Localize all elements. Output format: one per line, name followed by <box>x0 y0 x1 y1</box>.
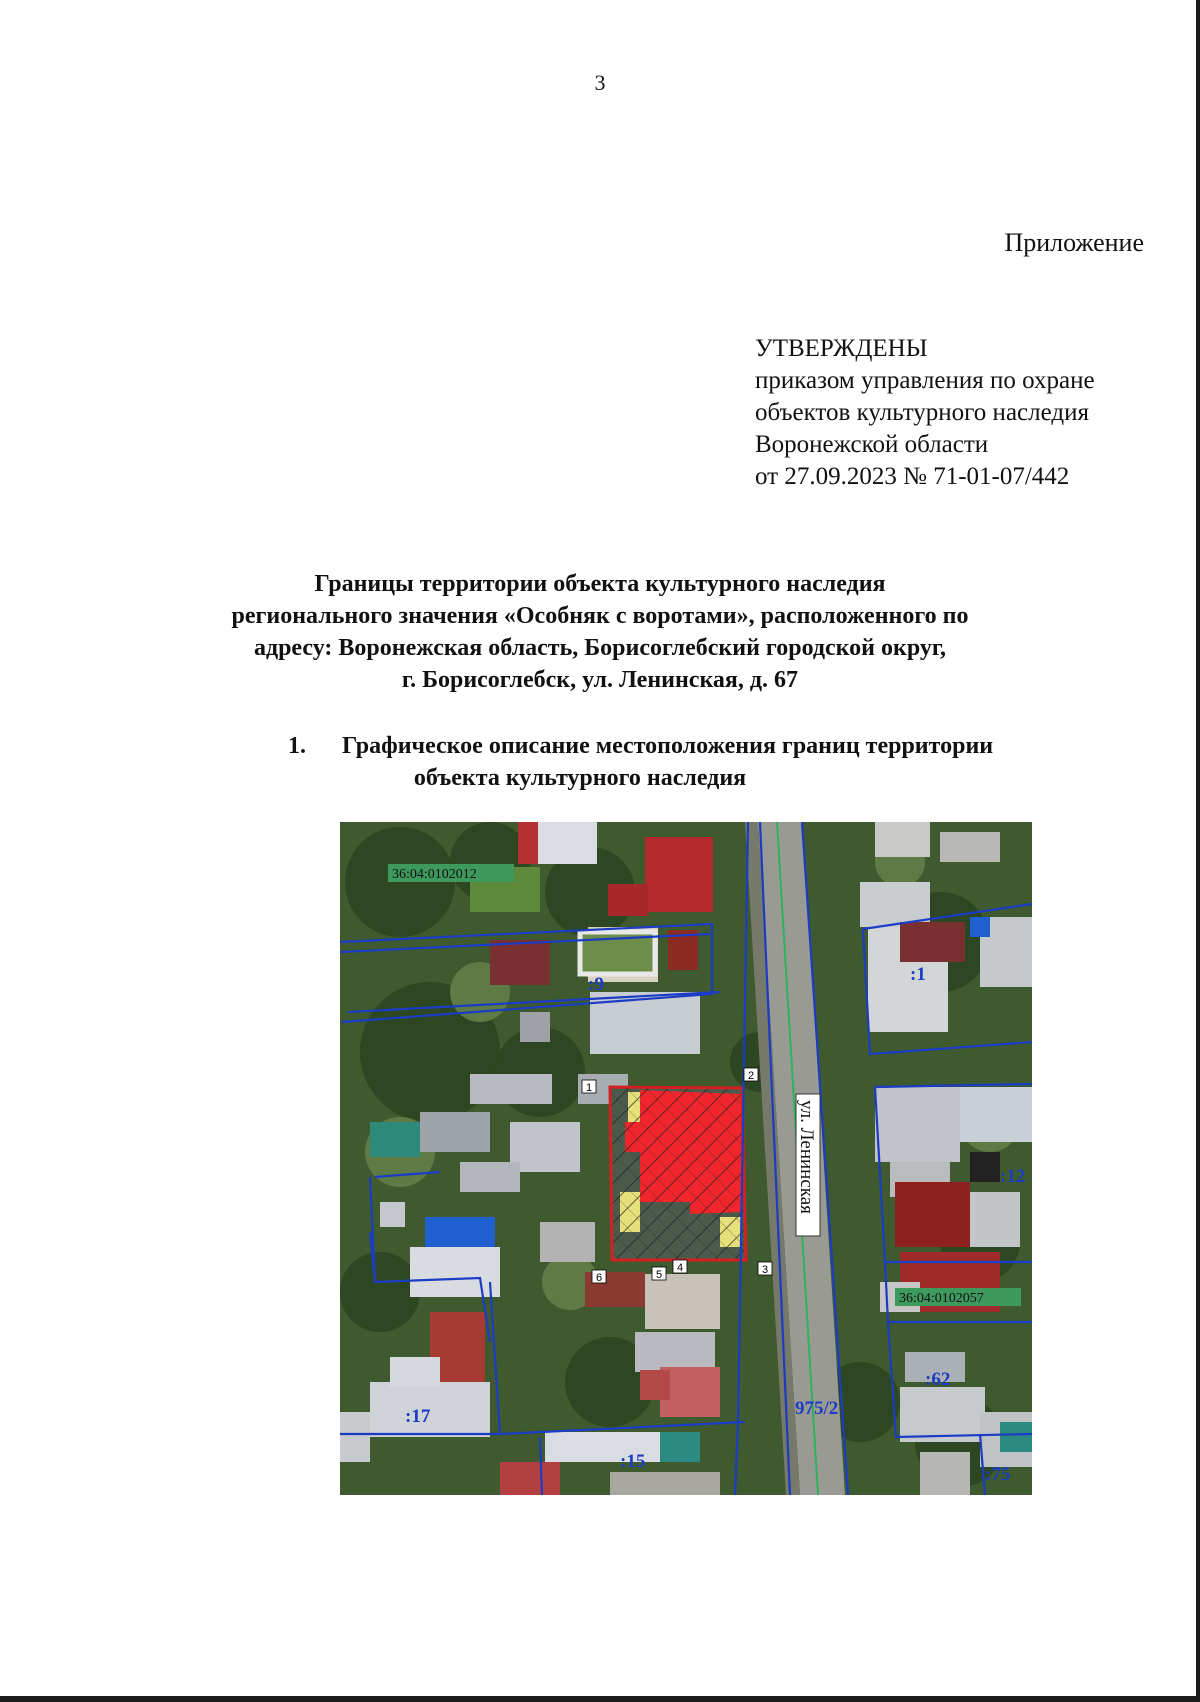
approval-line: УТВЕРЖДЕНЫ <box>755 335 928 362</box>
cadastral-block-label: 36:04:0102057 <box>899 1291 984 1306</box>
approval-date-number: от 27.09.2023 № 71-01-07/442 <box>755 463 1070 490</box>
point-label: 6 <box>596 1272 603 1284</box>
parcel-label: :62 <box>925 1369 951 1390</box>
point-label: 4 <box>677 1262 684 1274</box>
approval-line: приказом управления по охране <box>755 367 1095 394</box>
site-plan-map <box>340 822 1032 1495</box>
title-line: Границы территории объекта культурного наследия <box>314 571 886 597</box>
parcel-label: :9 <box>588 974 604 995</box>
scan-bottom-edge <box>0 1696 1200 1702</box>
point-label: 3 <box>762 1264 769 1276</box>
title-line: г. Борисоглебск, ул. Ленинская, д. 67 <box>401 667 799 693</box>
parcel-label: :17 <box>405 1406 431 1427</box>
scan-edge <box>1196 0 1200 1702</box>
approval-line: объектов культурного наследия <box>755 399 1089 426</box>
parcel-label: :75 <box>985 1464 1011 1485</box>
section-title-line: Графическое описание местоположения границ территории <box>342 733 994 759</box>
page-number: 3 <box>594 70 606 95</box>
street-label: ул. Ленинская <box>796 1100 817 1214</box>
document-title <box>0 568 1200 696</box>
point-label: 5 <box>656 1269 663 1281</box>
parcel-label: :12 <box>1000 1166 1026 1187</box>
parcel-label: :1 <box>910 964 926 985</box>
parcel-label: :15 <box>620 1451 646 1472</box>
title-line: регионального значения «Особняк с воротами», расположенного по <box>231 603 969 629</box>
point-label: 2 <box>748 1070 755 1082</box>
section-title-line: объекта культурного наследия <box>413 765 747 791</box>
heritage-object <box>610 1087 746 1260</box>
approval-block <box>755 333 1095 493</box>
section-number: 1. <box>288 733 306 759</box>
approval-line: Воронежской области <box>755 431 989 458</box>
point-label: 1 <box>586 1082 593 1094</box>
title-line: адресу: Воронежская область, Борисоглебский городской округ, <box>253 635 947 661</box>
appendix-label: Приложение <box>1004 228 1144 257</box>
parcel-label: 975/2 <box>795 1398 839 1419</box>
cadastral-block-label: 36:04:0102012 <box>392 867 477 882</box>
